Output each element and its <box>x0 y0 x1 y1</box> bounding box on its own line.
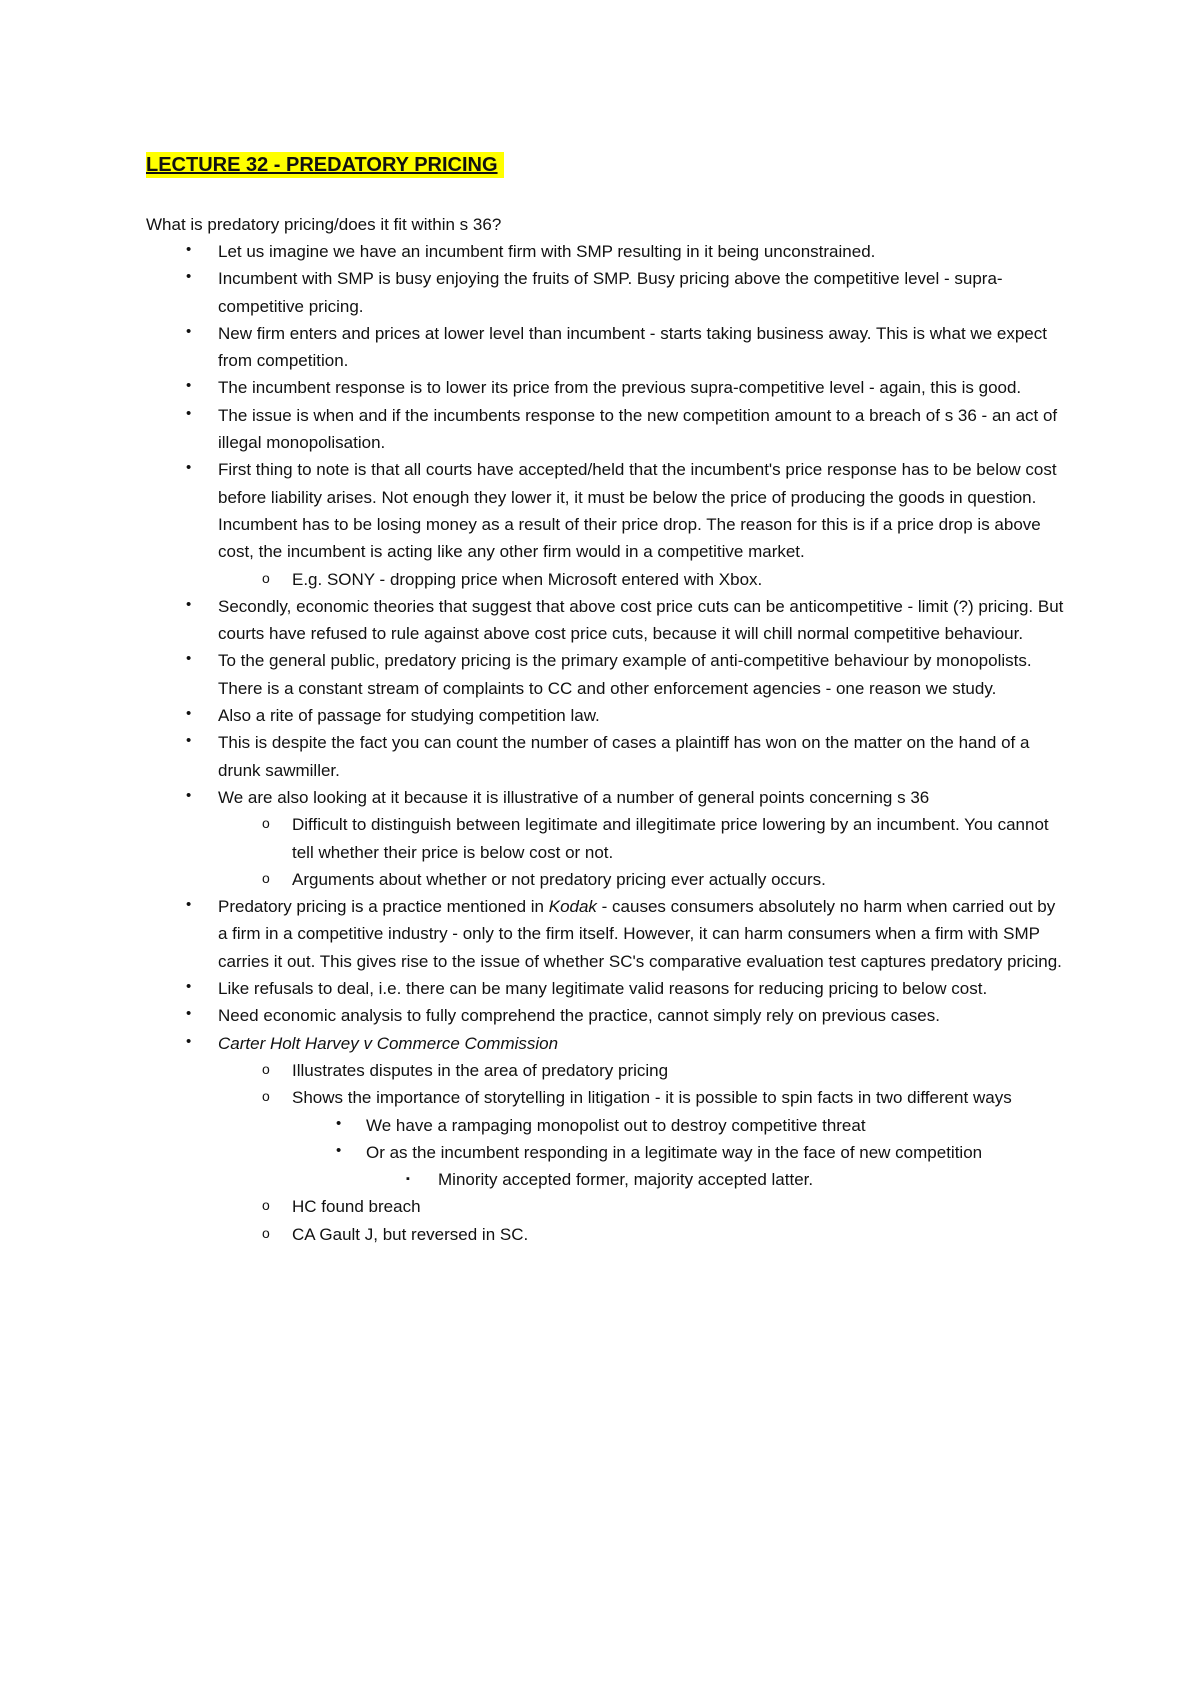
list-item-text <box>218 324 1047 370</box>
list-marker: • <box>336 1114 342 1132</box>
list-item-text <box>218 897 1062 971</box>
list-item-text-plain: Minority accepted former, majority accepted latter. <box>438 1170 814 1190</box>
list-item-text <box>292 570 762 589</box>
list-item <box>146 1084 1066 1111</box>
list-item <box>146 647 1066 702</box>
list-marker: • <box>186 377 192 395</box>
list-item <box>146 1112 1066 1139</box>
list-marker: • <box>186 459 192 477</box>
list-item-text-plain: We have a rampaging monopolist out to destroy competitive threat <box>366 1115 866 1135</box>
list-marker: • <box>186 595 192 613</box>
list-item-text <box>292 870 826 889</box>
case-name: Carter Holt Harvey v Commerce Commission <box>218 1033 559 1053</box>
list-item <box>146 402 1066 457</box>
list-item-text-plain: HC found breach <box>292 1197 421 1217</box>
list-item <box>146 893 1066 975</box>
list-item-text-plain: First thing to note is that all courts have accepted/held that the incumbent's price response has to be below cost before liability arises. Not enough they lower it, it must be below the price of producing the goods in question. Incumbent has to be losing money as a result of their price drop. The reason for this is if a price drop is above cost, the incumbent is acting like any other firm would in a competitive market. <box>218 460 1057 562</box>
list-item-text <box>218 1006 940 1025</box>
list-marker: • <box>186 732 192 750</box>
list-item-text <box>218 597 1063 643</box>
document-title: LECTURE 32 - PREDATORY PRICING <box>146 152 504 178</box>
list-item <box>146 811 1066 866</box>
list-marker: • <box>186 241 192 258</box>
list-item-text <box>218 979 987 998</box>
list-item <box>146 238 1066 265</box>
list-item <box>146 320 1066 375</box>
list-item-text <box>438 1170 813 1189</box>
list-item-text <box>218 733 1029 779</box>
list-marker: o <box>262 869 270 886</box>
list-item <box>146 456 1066 565</box>
list-marker: o <box>262 1224 270 1241</box>
list-item-text-plain: This is despite the fact you can count the number of cases a plaintiff has won on the matter on the hand of a drunk sawmiller. <box>218 733 1030 780</box>
list-item-text-plain: The incumbent response is to lower its price from the previous supra-competitive level - again, this is good. <box>218 378 1022 398</box>
list-item-text <box>292 1197 421 1216</box>
list-item-text <box>218 788 929 807</box>
list-item <box>146 1221 1066 1248</box>
list-item <box>146 702 1066 729</box>
list-item-text <box>218 460 1057 561</box>
list-item-text-plain: The issue is when and if the incumbents response to the new competition amount to a breach of s 36 - an act of illegal monopolisation. <box>218 405 1058 453</box>
list-marker: • <box>186 1032 192 1050</box>
list-item-text-plain: Let us imagine we have an incumbent firm with SMP resulting in it being unconstrained. <box>218 242 876 261</box>
list-item-text-plain: Difficult to distinguish between legitimate and illegitimate price lowering by an incumbent. You cannot tell whether their price is below cost or not. <box>292 815 1049 862</box>
list-item-text-plain: To the general public, predatory pricing is the primary example of anti-competitive behaviour by monopolists. There is a constant stream of complaints to CC and other enforcement agencies - one reason we study. <box>218 651 1032 698</box>
list-item-text-plain: Incumbent with SMP is busy enjoying the fruits of SMP. Busy pricing above the competitive level - supra-competitive pricing. <box>218 269 1003 316</box>
list-item-text-plain: CA Gault J, but reversed in SC. <box>292 1224 529 1244</box>
list-marker: • <box>186 978 192 996</box>
list-item <box>146 866 1066 893</box>
list-item-text <box>366 1116 866 1135</box>
list-item-text-plain: Shows the importance of storytelling in litigation - it is possible to spin facts in two different ways <box>292 1088 1012 1108</box>
list-item-text-plain: Or as the incumbent responding in a legitimate way in the face of new competition <box>366 1142 983 1162</box>
list-marker: • <box>186 705 192 723</box>
list-item <box>146 374 1066 401</box>
list-item-text <box>218 651 1032 697</box>
case-name: Kodak <box>548 897 597 917</box>
list-item-text-plain: Also a rite of passage for studying competition law. <box>218 706 600 726</box>
list-item-text-plain: - causes consumers absolutely no harm when carried out by a firm in a competitive industry - only to the firm itself. However, it can harm consumers when a firm with SMP carries it out. This gives rise to the issue of whether SC's comparative evaluation test captures predatory pricing. <box>218 897 1062 971</box>
intro-question: What is predatory pricing/does it fit within s 36? <box>146 215 502 234</box>
list-item <box>146 1139 1066 1166</box>
list-item-text-plain: Illustrates disputes in the area of predatory pricing <box>292 1060 669 1080</box>
list-item-text <box>218 378 1021 397</box>
list-item-text <box>366 1143 982 1162</box>
list-item-text-plain: Predatory pricing is a practice mentioned in <box>218 897 549 917</box>
list-item-text-plain: Need economic analysis to fully comprehend the practice, cannot simply rely on previous cases. <box>218 1006 940 1026</box>
list-marker: • <box>186 896 192 914</box>
list-marker: • <box>186 1005 192 1023</box>
list-item-text-plain: New firm enters and prices at lower level than incumbent - starts taking business away. This is what we expect from competition. <box>218 323 1047 371</box>
list-item <box>146 729 1066 784</box>
list-item-text <box>218 406 1057 452</box>
list-marker: o <box>262 569 270 586</box>
list-marker: • <box>336 1141 342 1159</box>
list-item-text-plain: Arguments about whether or not predatory pricing ever actually occurs. <box>292 869 826 889</box>
list-item-text <box>218 1034 558 1053</box>
list-item <box>146 784 1066 811</box>
list-item-text <box>292 815 1049 861</box>
list-item <box>146 975 1066 1002</box>
list-item <box>146 593 1066 648</box>
list-item <box>146 1057 1066 1084</box>
list-item-text <box>292 1088 1012 1107</box>
list-item <box>146 1030 1066 1057</box>
list-marker: • <box>186 322 192 340</box>
list-item <box>146 1166 1066 1193</box>
list-item-text-plain: Secondly, economic theories that suggest that above cost price cuts can be anticompetitive - limit (?) pricing. But courts have refused to rule against above cost price cuts, because it will chill normal competitive behaviour. <box>218 596 1064 644</box>
list-marker: o <box>262 815 270 832</box>
list-marker: o <box>262 1197 270 1214</box>
list-item-text-plain: We are also looking at it because it is illustrative of a number of general points concerning s 36 <box>218 787 930 807</box>
list-marker: o <box>262 1060 270 1077</box>
list-marker: ▪ <box>406 1173 410 1186</box>
list-item <box>146 566 1066 593</box>
list-item <box>146 1193 1066 1220</box>
list-marker: • <box>186 650 192 668</box>
list-item-text <box>292 1225 528 1244</box>
list-marker: • <box>186 786 192 804</box>
list-item-text-plain: Like refusals to deal, i.e. there can be many legitimate valid reasons for reducing pricing to below cost. <box>218 979 988 999</box>
list-item <box>146 265 1066 320</box>
list-item-text <box>218 706 600 725</box>
list-item-text-plain: E.g. SONY - dropping price when Microsoft entered with Xbox. <box>292 569 763 589</box>
list-item-text <box>292 1061 668 1080</box>
list-item <box>146 1002 1066 1029</box>
notes-body <box>146 238 1066 1248</box>
notes-list <box>146 238 1066 1248</box>
list-marker: • <box>186 404 192 422</box>
list-item-text <box>218 269 1003 315</box>
list-item-text <box>218 242 875 261</box>
list-marker: o <box>262 1088 270 1105</box>
list-marker: • <box>186 268 192 286</box>
